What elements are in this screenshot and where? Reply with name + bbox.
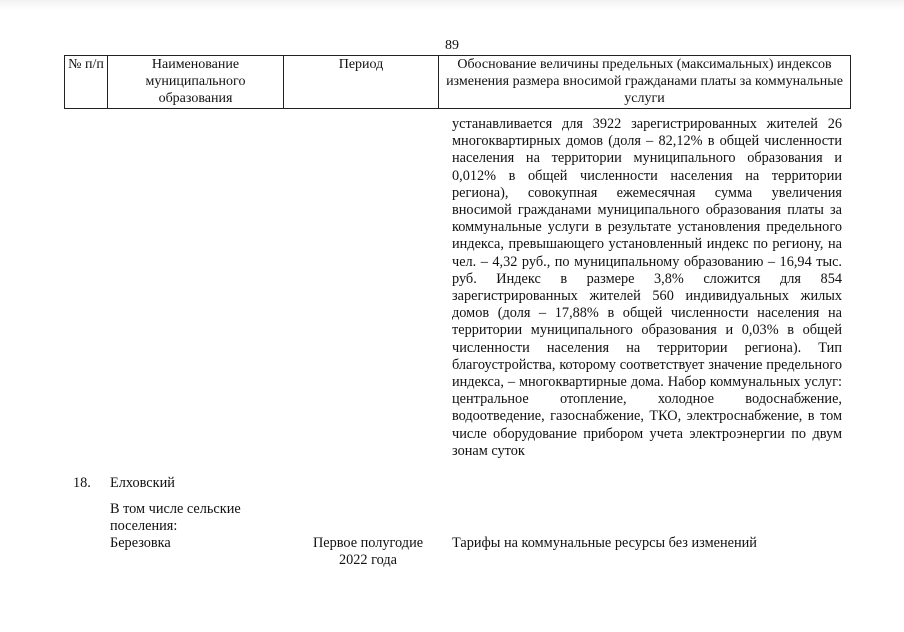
header-municipality: Наименование муниципального образования (108, 56, 284, 109)
header-period: Период (284, 56, 439, 109)
settlement-name: Березовка (110, 535, 171, 551)
subheading: В том числе сельские поселения: (110, 501, 241, 534)
justification-note: Тарифы на коммунальные ресурсы без изменений (452, 535, 757, 551)
scan-top-edge (0, 0, 904, 10)
row-number: 18. (73, 475, 91, 491)
period-value: Первое полугодие 2022 года (312, 535, 424, 568)
municipality-name: Елховский (110, 475, 175, 491)
table-header (64, 55, 851, 109)
page-number: 89 (445, 38, 459, 53)
header-justification: Обоснование величины предельных (максимальных) индексов изменения размера вносимой гражданами платы за коммунальные услуги (439, 56, 851, 109)
header-number: № п/п (65, 56, 108, 109)
justification-text: устанавливается для 3922 зарегистрированных жителей 26 многоквартирных домов (доля – 82,12% в общей численности населения на территории муниципального образования и 0,012% в общей численности населения на территории региона), совокупная ежемесячная сумма увеличения вносимой гражданами муниципального образования платы за коммунальные услуги в результате установления предельного индекса, превышающего установленный индекс по региону, на чел. – 4,32 руб., по муниципальному образованию – 16,94 тыс. руб. Индекс в размере 3,8% сложится для 854 зарегистрированных жителей 560 индивидуальных жилых домов (доля – 17,88% в общей численности населения на территории муниципального образования и 0,03% в общей численности населения на территории региона). Тип благоустройства, которому соответствует значение предельного индекса, – многоквартирные дома. Набор коммунальных услуг: центральное отопление, холодное водоснабжение, водоотведение, газоснабжение, ТКО, электроснабжение, в том числе оборудование прибором учета электроэнергии по двум зонам суток (452, 116, 842, 459)
